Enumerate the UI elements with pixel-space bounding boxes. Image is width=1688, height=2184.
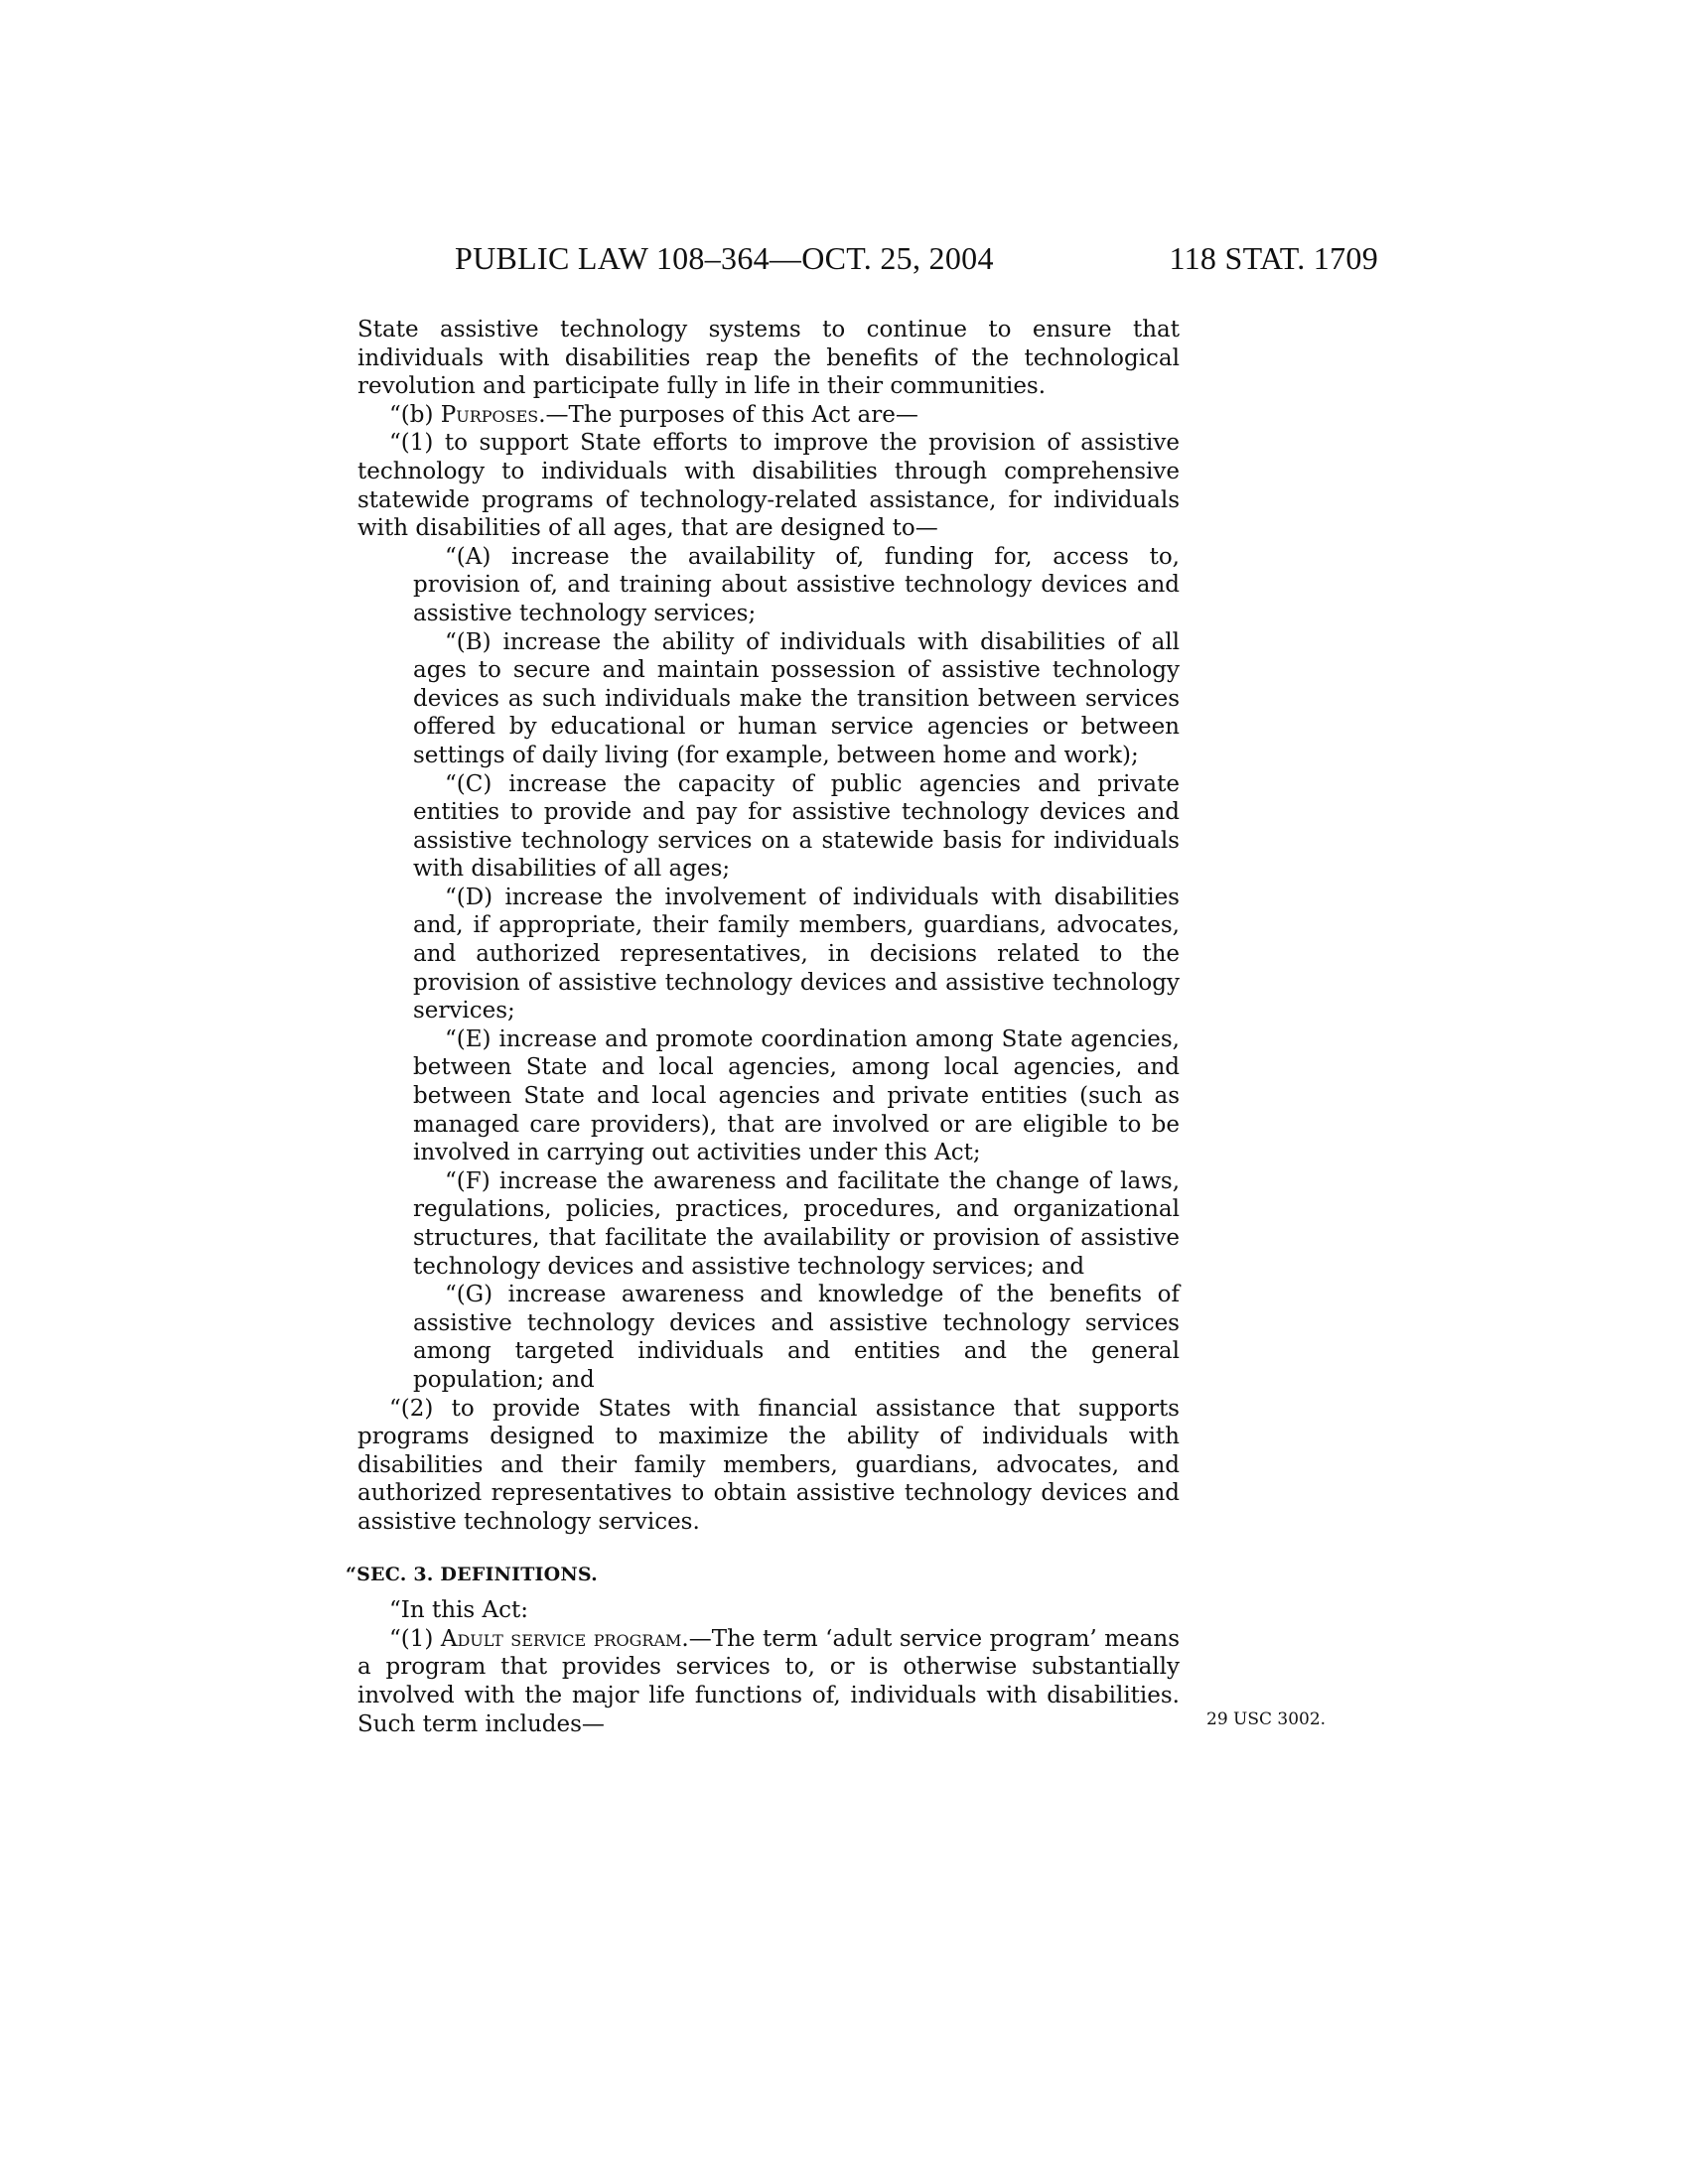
subparagraph-a: “(A) increase the availability of, funding for, access to, provision of, and training about assistive technology devices and assistive technology services;	[413, 543, 1180, 626]
subparagraph-f: “(F) increase the awareness and facilitate the change of laws, regulations, policies, practices, procedures, and organizational structures, that facilitate the availability or provision of assistive technology devices and assistive technology services; and	[413, 1167, 1180, 1280]
purposes-text: .—The purposes of this Act are—	[538, 401, 918, 428]
law-title: PUBLIC LAW 108–364—OCT. 25, 2004	[455, 240, 994, 276]
section-heading: “SEC. 3. DEFINITIONS.	[346, 1563, 598, 1585]
subparagraph-e: “(E) increase and promote coordination among State agencies, between State and local agencies, among local agencies, and between State and local agencies and private entities (such as managed care providers), that are involved or are eligible to be involved in carrying out activities under this Act;	[413, 1025, 1180, 1166]
paragraph-1: “(1) to support State efforts to improve the provision of assistive technology to individuals with disabilities through comprehensive statewide programs of technology-related assistance, for individuals with disabilities of all ages, that are designed to—	[357, 430, 1180, 542]
definition-1-prefix: “(1)	[389, 1625, 441, 1652]
purposes-heading: Purposes	[440, 401, 539, 428]
purposes-paragraph	[357, 401, 1180, 430]
intro-paragraph: State assistive technology systems to continue to ensure that individuals with disabilities reap the benefits of the technological revolution and participate fully in life in their communities.	[357, 317, 1180, 400]
page-header	[455, 240, 1378, 288]
usc-citation-note: 29 USC 3002.	[1206, 1709, 1327, 1729]
statute-text	[346, 316, 1180, 1738]
definitions-lead: “In this Act:	[389, 1597, 528, 1624]
definition-1-heading: Adult service program	[440, 1625, 682, 1652]
subparagraph-g: “(G) increase awareness and knowledge of the benefits of assistive technology devices and assistive technology services among targeted individuals and entities and the general population; and	[413, 1282, 1180, 1393]
paragraph-2: “(2) to provide States with financial assistance that supports programs designed to maximize the ability of individuals with disabilities and their family members, guardians, advocates, and authorized representatives to obtain assistive technology devices and assistive technology services.	[357, 1395, 1180, 1535]
purposes-prefix: “(b)	[389, 401, 441, 428]
definition-1-text: .—The term ‘adult service program’ means a program that provides services to, or is otherwise substantially involved with the major life functions of, individuals with disabilities. Such term includes—	[357, 1625, 1180, 1737]
definition-1	[357, 1625, 1180, 1738]
stat-page-number: 118 STAT. 1709	[1169, 240, 1378, 276]
subparagraph-d: “(D) increase the involvement of individuals with disabilities and, if appropriate, their family members, guardians, advocates, and authorized representatives, in decisions related to the provision of assistive technology devices and assistive technology services;	[413, 884, 1180, 1024]
subparagraph-c: “(C) increase the capacity of public agencies and private entities to provide and pay for assistive technology devices and assistive technology services on a statewide basis for individuals with disabilities of all ages;	[413, 770, 1180, 883]
subparagraph-b: “(B) increase the ability of individuals with disabilities of all ages to secure and maintain possession of assistive technology devices as such individuals make the transition between services offered by educational or human service agencies or between settings of daily living (for example, between home and work);	[413, 628, 1180, 768]
